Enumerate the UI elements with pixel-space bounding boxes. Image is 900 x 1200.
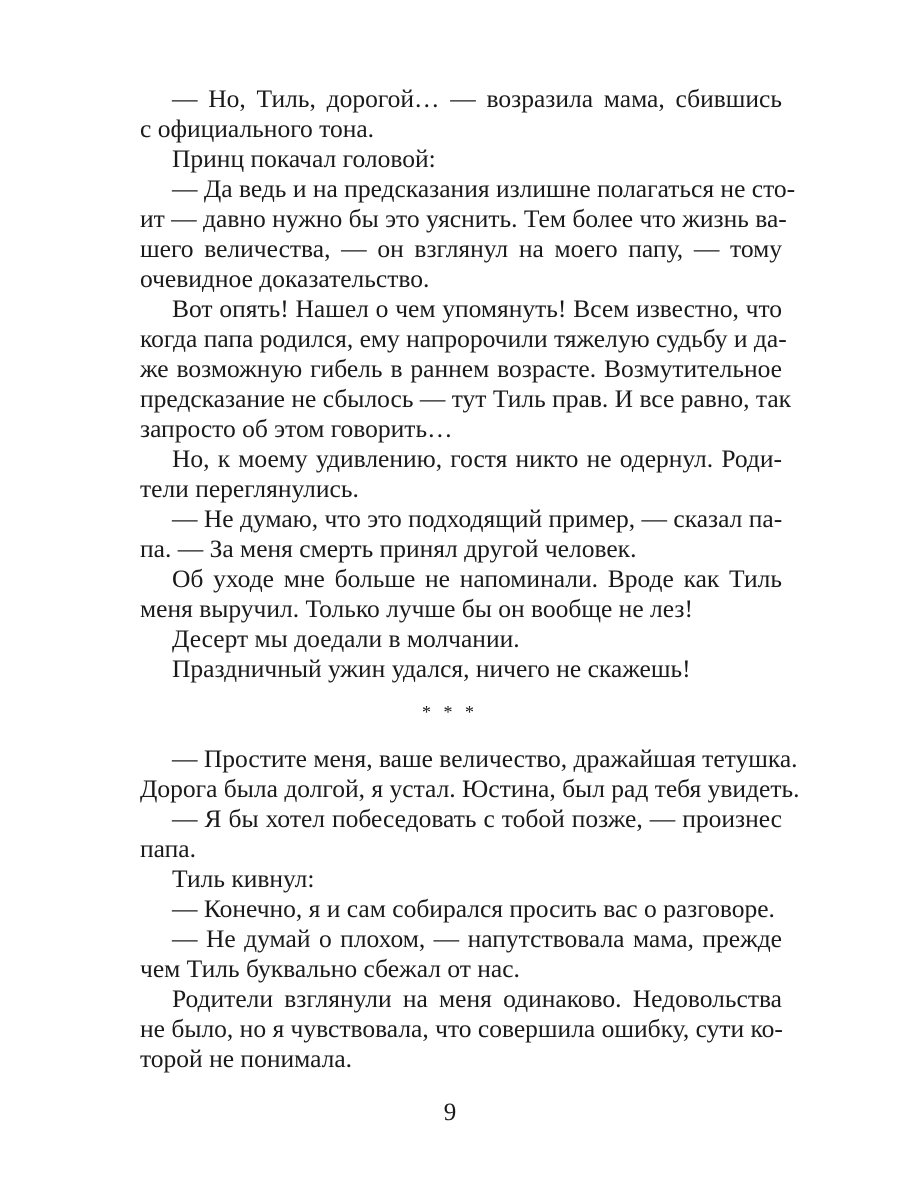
- text-line: Родители взглянули на меня одинаково. Недовольства: [172, 984, 782, 1013]
- text-line: тели переглянулись.: [140, 474, 359, 503]
- text-line: — Не думаю, что это подходящий пример, — сказал па-: [172, 504, 783, 533]
- text-line: когда папа родился, ему напророчили тяжелую судьбу и да-: [140, 324, 787, 353]
- text-line: — Конечно, я и сам собирался просить вас о разговоре.: [172, 894, 775, 923]
- text-line: Принц покачал головой:: [172, 144, 436, 173]
- text-line: — Но, Тиль, дорогой… — возразила мама, сбившись: [172, 84, 782, 113]
- text-line: Праздничный ужин удался, ничего не скажешь!: [172, 654, 691, 683]
- text-line: чем Тиль буквально сбежал от нас.: [140, 954, 520, 983]
- text-line: шего величества, — он взглянул на моего папу, — тому: [140, 234, 782, 263]
- text-line: торой не понимала.: [140, 1044, 353, 1073]
- section-separator: * * *: [422, 702, 478, 722]
- text-line: ит — давно нужно бы это уяснить. Тем более что жизнь ва-: [140, 204, 787, 233]
- text-line: Об уходе мне больше не напоминали. Вроде как Тиль: [172, 564, 782, 593]
- text-line: очевидное доказательство.: [140, 264, 430, 293]
- text-line: — Да ведь и на предсказания излишне полагаться не сто-: [172, 174, 796, 203]
- page-number: 9: [443, 1099, 457, 1126]
- text-line: же возможную гибель в раннем возрасте. Возмутительное: [140, 354, 782, 383]
- text-line: не было, но я чувствовала, что совершила ошибку, сути ко-: [140, 1014, 783, 1043]
- text-line: папа.: [140, 834, 196, 863]
- text-line: Тиль кивнул:: [172, 864, 315, 893]
- text-line: Десерт мы доедали в молчании.: [172, 624, 520, 653]
- text-line: Дорога была долгой, я устал. Юстина, был рад тебя увидеть.: [140, 774, 800, 803]
- text-line: Но, к моему удивлению, гостя никто не одернул. Роди-: [172, 444, 782, 473]
- text-line: меня выручил. Только лучше бы он вообще не лез!: [140, 594, 693, 623]
- text-line: — Я бы хотел побеседовать с тобой позже, — произнес: [172, 804, 782, 833]
- text-line: предсказание не сбылось — тут Тиль прав. И все равно, так: [140, 384, 792, 413]
- text-line: па. — За меня смерть принял другой человек.: [140, 534, 637, 563]
- text-line: с официального тона.: [140, 114, 375, 143]
- text-line: Вот опять! Нашел о чем упомянуть! Всем известно, что: [172, 294, 782, 323]
- text-line: — Не думай о плохом, — напутствовала мама, прежде: [172, 924, 782, 953]
- text-line: — Простите меня, ваше величество, дражайшая тетушка.: [172, 744, 798, 773]
- text-line: запросто об этом говорить…: [140, 414, 453, 443]
